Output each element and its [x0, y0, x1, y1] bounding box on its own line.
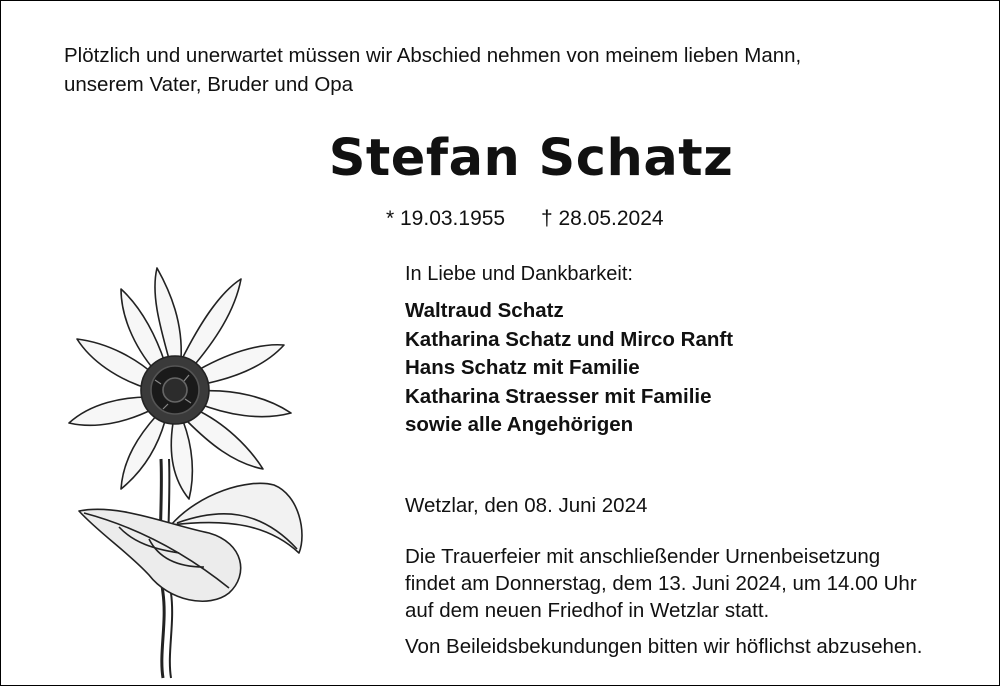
service-line-2: findet am Donnerstag, dem 13. Juni 2024, um 14.00 Uhr — [405, 572, 917, 595]
intro-line-2: unserem Vater, Bruder und Opa — [64, 73, 354, 96]
birth-date: * 19.03.1955 — [386, 207, 506, 230]
sunflower-icon — [59, 263, 319, 683]
family-member: Hans Schatz mit Familie — [405, 356, 640, 379]
service-info — [405, 543, 985, 624]
intro-text — [64, 41, 944, 99]
condolence-note: Von Beileidsbekundungen bitten wir höflichst abzusehen. — [405, 635, 923, 658]
service-line-1: Die Trauerfeier mit anschließender Urnenbeisetzung — [405, 545, 881, 568]
family-member: Waltraud Schatz — [405, 299, 564, 322]
family-list — [405, 297, 985, 440]
family-member: Katharina Straesser mit Familie — [405, 384, 712, 408]
intro-line-1: Plötzlich und unerwartet müssen wir Abschied nehmen von meinem lieben Mann, — [64, 44, 802, 67]
place-date: Wetzlar, den 08. Juni 2024 — [405, 494, 648, 517]
life-dates — [386, 207, 664, 231]
death-date: † 28.05.2024 — [540, 207, 664, 230]
family-member: Katharina Schatz und Mirco Ranft — [405, 327, 734, 351]
thanks-label: In Liebe und Dankbarkeit: — [405, 263, 633, 285]
deceased-name: Stefan Schatz — [328, 129, 734, 188]
service-line-3: auf dem neuen Friedhof in Wetzlar statt. — [405, 599, 770, 622]
family-member: sowie alle Angehörigen — [405, 413, 634, 436]
